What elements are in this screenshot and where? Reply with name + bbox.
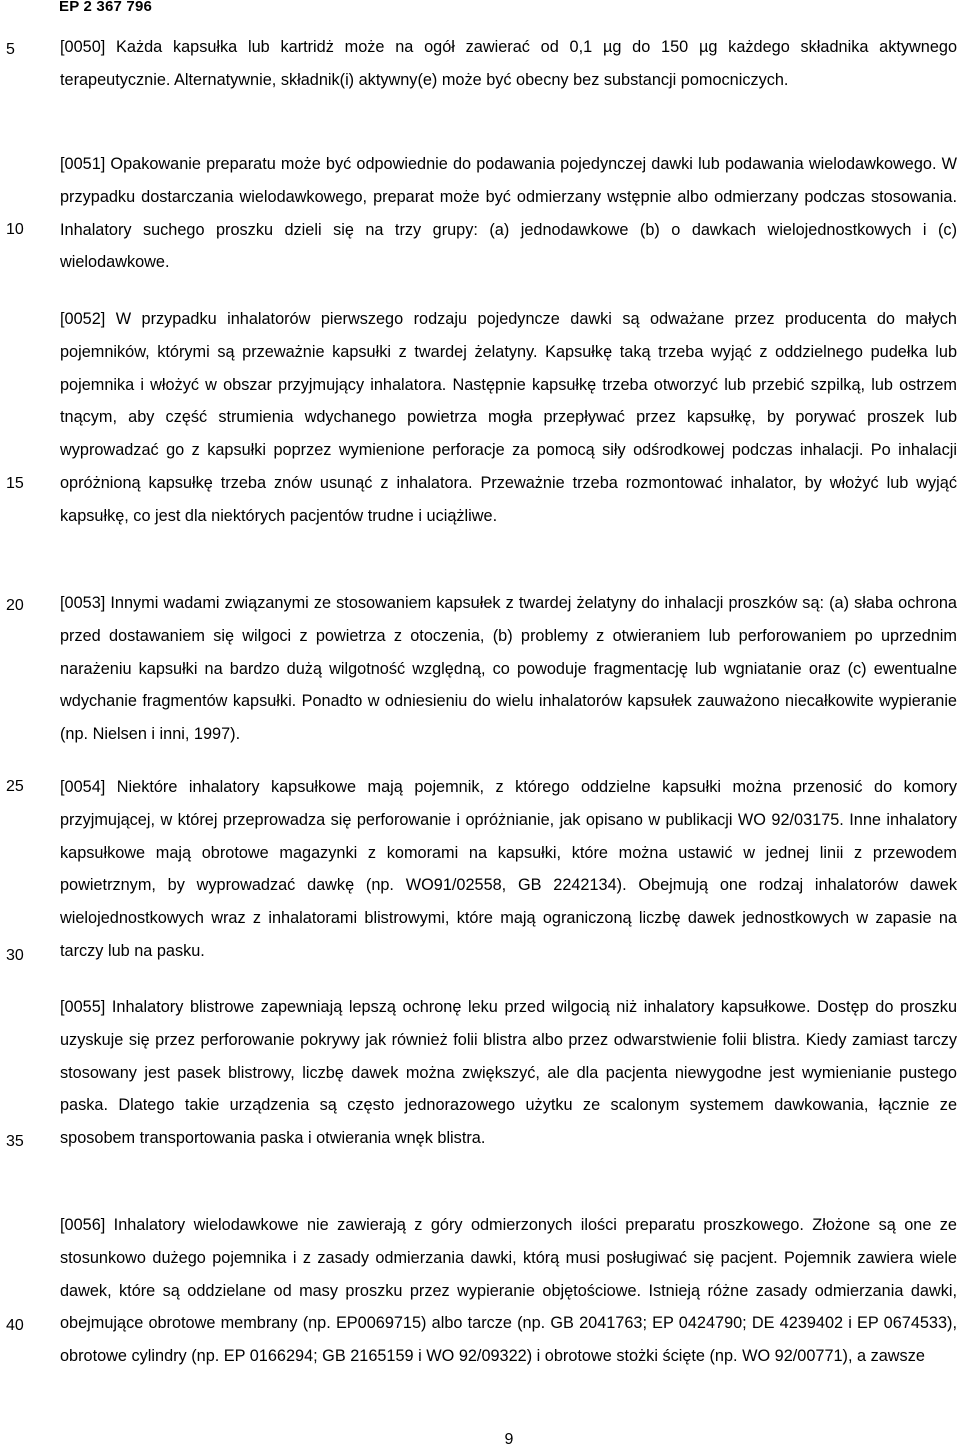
paragraph-0056: [0056] Inhalatory wielodawkowe nie zawierają z góry odmierzonych ilości preparatu proszkowego. Złożone są one ze stosunkowo dużego pojemnika i z zasady odmierzania dawki, którą musi posługiwać się pacjent. Pojemnik zawiera wiele dawek, które są oddzielane od masy proszku przez wypieranie objętościowe. Istnieją różne zasady odmierzania dawki, obejmujące obrotowe membrany (np. EP0069715) albo tarcze (np. GB 2041763; EP 0424790; DE 4239402 i EP 0674533), obrotowe cylindry (np. EP 0166294; GB 2165159 i WO 92/09322) i obrotowe stożki ścięte (np. WO 92/00771), a zawsze [60,1216,957,1366]
patent-number-header: EP 2 367 796 [59,0,153,15]
line-number-25: 25 [6,778,24,795]
paragraph-0054: [0054] Niektóre inhalatory kapsułkowe mają pojemnik, z którego oddzielne kapsułki można przenosić do komory przyjmującej, w której przeprowadza się perforowanie i opróżnianie, jak opisano w publikacji WO 92/03175. Inne inhalatory kapsułkowe mają obrotowe magazynki z komorami na kapsułki, które można ustawić w jednej linii z przewodem powietrznym, by wyprowadzać dawkę (np. WO91/02558, GB 2242134). Obejmują one rodzaj inhalatorów dawek wielojednostkowych wraz z inhalatorami blistrowymi, które mają ograniczoną liczbę dawek jednostkowych w zapasie na tarczy lub na pasku. [60,778,957,960]
paragraph-0051: [0051] Opakowanie preparatu może być odpowiednie do podawania pojedynczej dawki lub podawania wielodawkowego. W przypadku dostarczania wielodawkowego, preparat może być odmierzany wstępnie albo odmierzany podczas stosowania. Inhalatory suchego proszku dzieli się na trzy grupy: (a) jednodawkowe (b) o dawkach wielojednostkowych i (c) wielodawkowe. [60,155,957,272]
line-number-20: 20 [6,597,24,614]
line-number-40: 40 [6,1317,24,1334]
paragraph-0052: [0052] W przypadku inhalatorów pierwszego rodzaju pojedyncze dawki są odważane przez producenta do małych pojemników, którymi są przeważnie kapsułki z twardej żelatyny. Kapsułkę taką trzeba wyjąć z oddzielnego pudełka lub pojemnika i włożyć w obszar przyjmujący inhalatora. Następnie kapsułkę trzeba otworzyć lub przebić szpilką, lub ostrzem tnącym, aby część strumienia wdychanego powietrza mogła przepływać przez kapsułkę, by porywać proszek lub wyprowadzać go z kapsułki poprzez wymienione perforacje za pomocą siły odśrodkowej podczas inhalacji. Po inhalacji opróżnioną kapsułkę trzeba znów usunąć z inhalatora. Przeważnie trzeba rozmontować inhalator, by włożyć lub wyjąć kapsułkę, co jest dla niektórych pacjentów trudne i uciążliwe. [60,310,957,525]
line-number-35: 35 [6,1133,24,1150]
page-number: 9 [504,1431,514,1448]
line-number-30: 30 [6,947,24,964]
line-number-10: 10 [6,221,24,238]
line-number-5: 5 [6,41,15,58]
paragraph-0050: [0050] Każda kapsułka lub kartridż może na ogół zawierać od 0,1 µg do 150 µg każdego składnika aktywnego terapeutycznie. Alternatywnie, składnik(i) aktywny(e) może być obecny bez substancji pomocniczych. [60,38,957,89]
line-number-15: 15 [6,475,24,492]
paragraph-0055: [0055] Inhalatory blistrowe zapewniają lepszą ochronę leku przed wilgocią niż inhalatory kapsułkowe. Dostęp do proszku uzyskuje się przez perforowanie pokrywy jak również folii blistra albo przez odwarstwienie folii blistra. Kiedy zamiast tarczy stosowany jest pasek blistrowy, liczbę dawek można zwiększyć, ale dla pacjenta niewygodne jest wymienianie pustego paska. Dlatego takie urządzenia są często jednorazowego użytku ze scalonym systemem dawkowania, łącznie ze sposobem transportowania paska i otwierania wnęk blistra. [60,998,957,1148]
paragraph-0053: [0053] Innymi wadami związanymi ze stosowaniem kapsułek z twardej żelatyny do inhalacji proszków są: (a) słaba ochrona przed dostawaniem się wilgoci z powietrza z otoczenia, (b) problemy z otwieraniem lub perforowaniem po uprzednim narażeniu kapsułki na bardzo dużą wilgotność względną, co powoduje fragmentację lub wgniatanie oraz (c) ewentualne wdychanie fragmentów kapsułki. Ponadto w odniesieniu do wielu inhalatorów kapsułek zauważono niecałkowite wypieranie (np. Nielsen i inni, 1997). [60,594,957,744]
